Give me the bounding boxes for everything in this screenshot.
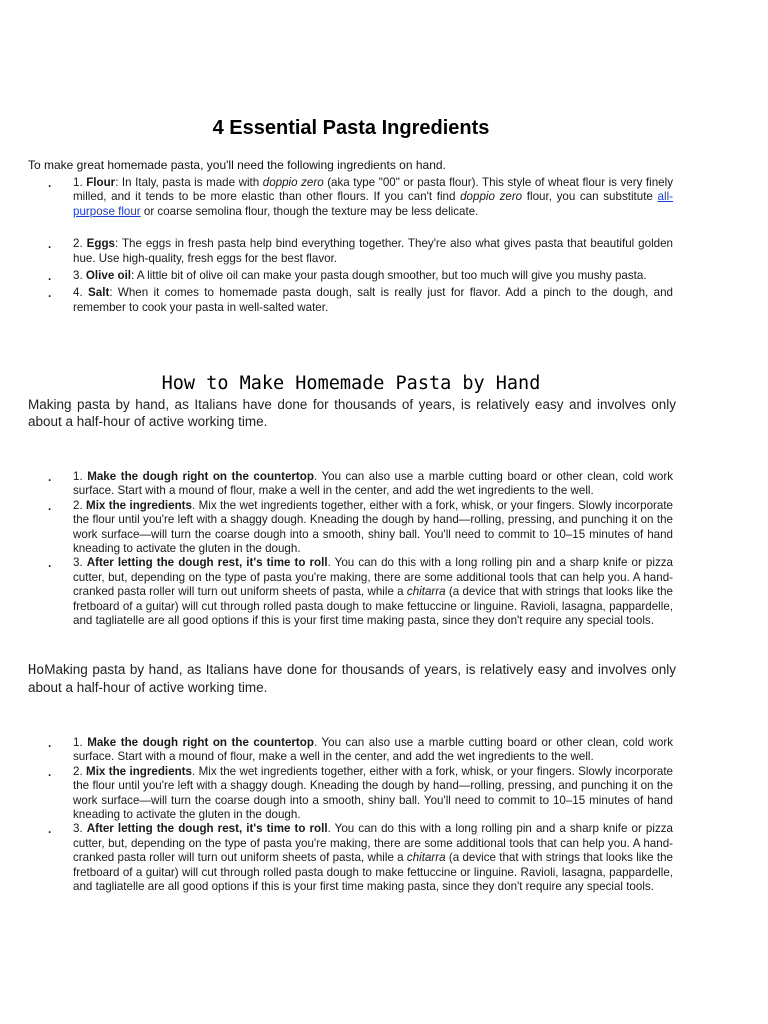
bullet: .	[48, 177, 52, 190]
step-name: After letting the dough rest, it's time to roll	[86, 822, 328, 836]
bullet: .	[48, 238, 52, 252]
list-item: . 3. After letting the dough rest, it's time to roll. You can do this with a long rolling pin and a sharp knife or pizza cutter, but, depending on the type of pasta you're making, there are some additional tools that can help you. A hand-cranked pasta roller will turn out uniform sheets of pasta, while a chitarra (a device that with strings that looks like the fretboard of a guitar) will cut through rolled pasta dough to make fettuccine or linguine. Ravioli, lasagna, pappardelle, and tagliatelle are all good options if this is your first time making pasta, since they don't require any special tools.	[48, 556, 673, 628]
intro-text: To make great homemade pasta, you'll need the following ingredients on hand.	[28, 158, 446, 172]
page-title: 4 Essential Pasta Ingredients	[212, 117, 490, 139]
ingredient-name: Flour	[86, 176, 116, 189]
bullet: .	[48, 823, 52, 837]
list-item: . 1. Flour: In Italy, pasta is made with doppio zero (aka type "00" or pasta flour). This style of wheat flour is very finely milled, and it tends to be more elastic than other flours. If you can't find doppio zero flour, you can substitute all-purpose flour or coarse semolina flour, though the texture may be less delicate.	[48, 176, 674, 218]
bullet: .	[48, 471, 52, 484]
ingredient-name: Eggs	[86, 237, 115, 251]
section-title: How to Make Homemade Pasta by Hand	[161, 373, 541, 394]
step-name: Mix the ingredients	[86, 764, 192, 778]
step-name: After letting the dough rest, it's time to roll	[86, 556, 328, 570]
ingredients-list	[0, 176, 700, 315]
ingredient-name: Salt	[88, 286, 110, 300]
list-item: . 2. Mix the ingredients. Mix the wet ingredients together, either with a fork, whisk, or your fingers. Slowly incorporate the flour until you're left with a shaggy dough. Kneading the dough by hand—rolling, pressing, and punching it on the work surface—will turn the coarse dough into a smooth, shiny ball. You'll need to commit to 10–15 minutes of hand kneading to activate the gluten in the dough.	[48, 764, 673, 822]
list-item: . 1. Make the dough right on the countertop. You can also use a marble cutting board or other clean, cold work surface. Start with a mound of flour, make a well in the center, and add the wet ingredients to the well.	[48, 470, 674, 498]
steps-list	[0, 470, 700, 628]
list-item: . 1. Make the dough right on the countertop. You can also use a marble cutting board or other clean, cold work surface. Start with a mound of flour, make a well in the center, and add the wet ingredients to the well.	[48, 736, 674, 764]
section-intro: Making pasta by hand, as Italians have done for thousands of years, is relatively easy and involves only about a half-hour of active working time.	[28, 397, 676, 429]
list-item: . 3. Olive oil: A little bit of olive oil can make your pasta dough smoother, but too much will give you mushy pasta.	[48, 269, 647, 284]
list-item: . 3. After letting the dough rest, it's time to roll. You can do this with a long rolling pin and a sharp knife or pizza cutter, but, depending on the type of pasta you're making, there are some additional tools that can help you. A hand-cranked pasta roller will turn out uniform sheets of pasta, while a chitarra (a device that with strings that looks like the fretboard of a guitar) will cut through rolled pasta dough to make fettuccine or linguine. Ravioli, lasagna, pappardelle, and tagliatelle are all good options if this is your first time making pasta, since they don't require any special tools.	[48, 822, 673, 894]
step-name: Make the dough right on the countertop	[87, 470, 314, 483]
bullet: .	[48, 557, 52, 571]
all-purpose-flour-link[interactable]: all-purpose flour	[73, 190, 674, 218]
step-name: Make the dough right on the countertop	[87, 736, 314, 749]
ingredient-name: Olive oil	[85, 269, 132, 283]
bullet: .	[48, 270, 52, 284]
list-item: . 4. Salt: When it comes to homemade pasta dough, salt is really just for flavor. Add a pinch to the dough, and remember to cook your pasta in well-salted water.	[48, 286, 673, 314]
steps-list-repeat	[0, 736, 700, 894]
bullet: .	[48, 499, 52, 513]
list-item: . 2. Eggs: The eggs in fresh pasta help bind everything together. They're also what gives pasta that beautiful golden hue. Use high-quality, fresh eggs for the best flavor.	[48, 237, 673, 265]
bullet: .	[48, 287, 52, 301]
bullet: .	[48, 737, 52, 750]
list-item: . 2. Mix the ingredients. Mix the wet ingredients together, either with a fork, whisk, or your fingers. Slowly incorporate the flour until you're left with a shaggy dough. Kneading the dough by hand—rolling, pressing, and punching it on the work surface—will turn the coarse dough into a smooth, shiny ball. You'll need to commit to 10–15 minutes of hand kneading to activate the gluten in the dough.	[48, 498, 673, 556]
step-name: Mix the ingredients	[86, 498, 192, 512]
section-intro-repeat: HoMaking pasta by hand, as Italians have done for thousands of years, is relatively easy and involves only about a half-hour of active working time.	[28, 662, 676, 695]
bullet: .	[48, 765, 52, 779]
heading-fragment: Ho	[28, 662, 45, 678]
